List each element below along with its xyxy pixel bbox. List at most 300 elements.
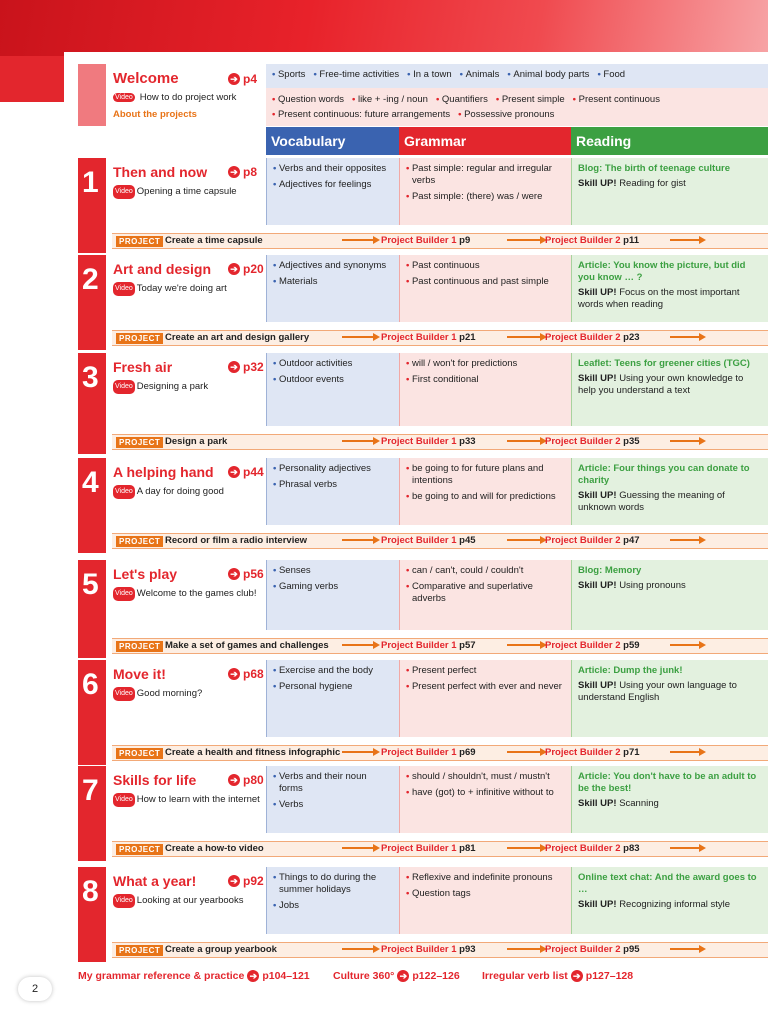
- project-builder-1[interactable]: [381, 944, 476, 955]
- grammar-item: [406, 681, 565, 693]
- footer-irregular-verbs[interactable]: [482, 970, 633, 982]
- unit-vocabulary: [266, 560, 399, 630]
- welcome-vocab-item-text: In a town: [413, 69, 452, 80]
- unit-video-title: How to learn with the internet: [136, 794, 260, 805]
- unit-vocabulary: [266, 660, 399, 737]
- project-builder-2-page: p71: [623, 747, 640, 758]
- grammar-item: [406, 491, 565, 503]
- unit-page-link[interactable]: [228, 262, 264, 276]
- bullet-icon: •: [273, 179, 279, 190]
- grammar-item-text: Past continuous and past simple: [411, 276, 549, 287]
- project-builder-2-label: Project Builder 2: [545, 535, 621, 546]
- footer-culture-pages: p122–126: [412, 970, 460, 982]
- bullet-icon: •: [273, 358, 279, 369]
- unit-title[interactable]: A helping hand: [113, 464, 214, 480]
- grammar-item-text: Question tags: [411, 888, 471, 899]
- arrow-icon: [507, 539, 545, 541]
- welcome-vocab-row: [266, 64, 768, 88]
- bullet-icon: •: [406, 374, 412, 385]
- project-builder-1[interactable]: [381, 436, 476, 447]
- vocab-item-text: Adjectives and synonyms: [278, 260, 387, 271]
- skill-up-text: Scanning: [619, 798, 659, 809]
- bullet-icon: •: [273, 260, 279, 271]
- arrow-icon: [670, 239, 704, 241]
- arrow-icon: [670, 644, 704, 646]
- unit-number: 6: [82, 668, 99, 701]
- arrow-icon: [342, 644, 378, 646]
- welcome-grammar-item-text: Present continuous: future arrangements: [277, 109, 451, 120]
- welcome-grammar-item-text: Possessive pronouns: [464, 109, 555, 120]
- bullet-icon: •: [459, 69, 466, 80]
- welcome-video[interactable]: [113, 92, 236, 103]
- project-builder-2[interactable]: [545, 535, 640, 546]
- reading-title: Online text chat: And the award goes to …: [578, 872, 757, 895]
- project-builder-2-page: p83: [623, 843, 640, 854]
- unit-number: 3: [82, 361, 99, 394]
- unit-number-strip: [78, 255, 106, 350]
- bullet-icon: •: [572, 94, 579, 105]
- unit-row: [78, 660, 768, 765]
- unit-page-link[interactable]: [228, 465, 264, 479]
- grammar-item: [406, 665, 565, 677]
- welcome-vocab-item-text: Animal body parts: [513, 69, 590, 80]
- project-strip[interactable]: [112, 745, 768, 761]
- project-builder-2-label: Project Builder 2: [545, 332, 621, 343]
- vocab-item: [273, 463, 393, 475]
- vocab-item: [273, 665, 393, 677]
- page-arrow-icon: ➔: [228, 568, 240, 580]
- welcome-vocab-item: [407, 69, 452, 80]
- skill-up: [578, 899, 762, 911]
- grammar-item: [406, 374, 565, 386]
- unit-page-link[interactable]: [228, 773, 264, 787]
- vocab-item: [273, 179, 393, 191]
- arrow-icon: [670, 440, 704, 442]
- bullet-icon: •: [406, 872, 412, 883]
- project-builder-1[interactable]: [381, 235, 470, 246]
- grammar-item: [406, 771, 565, 783]
- project-strip[interactable]: [112, 533, 768, 549]
- vocab-item-text: Exercise and the body: [278, 665, 373, 676]
- vocab-item-text: Outdoor events: [278, 374, 344, 385]
- project-strip[interactable]: [112, 434, 768, 450]
- unit-page-link[interactable]: [228, 667, 264, 681]
- project-badge: PROJECT: [116, 536, 163, 547]
- welcome-video-title: How to do project work: [139, 92, 237, 103]
- unit-grammar: [399, 353, 571, 426]
- project-builder-2[interactable]: [545, 640, 640, 651]
- project-builder-1[interactable]: [381, 843, 476, 854]
- arrow-icon: [342, 440, 378, 442]
- skill-up: [578, 798, 762, 810]
- skill-up-text: Recognizing informal style: [619, 899, 731, 910]
- page-arrow-icon: ➔: [228, 466, 240, 478]
- page-arrow-icon: ➔: [228, 668, 240, 680]
- bullet-icon: •: [458, 109, 465, 120]
- video-icon: Video: [113, 380, 135, 394]
- unit-number-strip: [78, 660, 106, 765]
- page-arrow-icon: ➔: [228, 73, 240, 85]
- arrow-icon: [507, 847, 545, 849]
- project-builder-1-label: Project Builder 1: [381, 235, 457, 246]
- footer-culture[interactable]: [333, 970, 460, 982]
- unit-grammar: [399, 158, 571, 225]
- unit-reading: [571, 867, 768, 934]
- grammar-item-text: First conditional: [411, 374, 479, 385]
- unit-grammar: [399, 660, 571, 737]
- unit-vocabulary: [266, 766, 399, 833]
- project-badge: PROJECT: [116, 844, 163, 855]
- project-builder-2[interactable]: [545, 944, 640, 955]
- skill-up-text: Using your own knowledge to help you understand a text: [578, 373, 744, 396]
- unit-video[interactable]: [113, 282, 263, 296]
- project-builder-2-label: Project Builder 2: [545, 747, 621, 758]
- unit-video[interactable]: [113, 380, 263, 394]
- vocab-item: [273, 163, 393, 175]
- unit-title[interactable]: Let's play: [113, 566, 178, 582]
- project-strip[interactable]: [112, 841, 768, 857]
- page-arrow-icon: ➔: [228, 166, 240, 178]
- bullet-icon: •: [273, 872, 279, 883]
- bullet-icon: •: [406, 191, 412, 202]
- project-builder-1-label: Project Builder 1: [381, 747, 457, 758]
- grammar-item: [406, 191, 565, 203]
- grammar-item: [406, 163, 565, 187]
- skill-up-text: Reading for gist: [619, 178, 686, 189]
- bullet-icon: •: [273, 374, 279, 385]
- video-icon: Video: [113, 587, 135, 601]
- unit-number-strip: [78, 458, 106, 553]
- project-strip[interactable]: [112, 330, 768, 346]
- project-builder-1-page: p69: [459, 747, 476, 758]
- unit-row: [78, 458, 768, 553]
- skill-up-label: Skill UP!: [578, 680, 617, 691]
- unit-row: [78, 560, 768, 658]
- footer-grammar-reference[interactable]: [78, 970, 310, 982]
- project-builder-1-label: Project Builder 1: [381, 332, 457, 343]
- unit-row: [78, 353, 768, 454]
- arrow-icon: [507, 948, 545, 950]
- bullet-icon: •: [597, 69, 604, 80]
- bullet-icon: •: [313, 69, 320, 80]
- project-builder-2[interactable]: [545, 235, 639, 246]
- project-title: Make a set of games and challenges: [165, 640, 329, 651]
- skill-up: [578, 580, 762, 592]
- unit-video[interactable]: [113, 185, 263, 199]
- bullet-icon: •: [406, 665, 412, 676]
- bullet-icon: •: [406, 358, 412, 369]
- project-strip[interactable]: [112, 638, 768, 654]
- page-arrow-icon: ➔: [228, 774, 240, 786]
- project-builder-2-page: p23: [623, 332, 640, 343]
- project-builder-1-page: p45: [459, 535, 476, 546]
- unit-number-strip: [78, 560, 106, 658]
- project-builder-2[interactable]: [545, 332, 640, 343]
- welcome-grammar-item: [272, 94, 344, 105]
- unit-reading: [571, 353, 768, 426]
- project-builder-1-label: Project Builder 1: [381, 535, 457, 546]
- arrow-icon: [507, 751, 545, 753]
- welcome-page: p4: [243, 72, 258, 86]
- unit-video[interactable]: [113, 894, 263, 908]
- project-builder-1-label: Project Builder 1: [381, 436, 457, 447]
- reading-title: Leaflet: Teens for greener cities (TGC): [578, 358, 750, 369]
- unit-grammar: [399, 560, 571, 630]
- skill-up-text: Using pronouns: [619, 580, 686, 591]
- grammar-item: [406, 276, 565, 288]
- grammar-item: [406, 463, 565, 487]
- bullet-icon: •: [435, 94, 442, 105]
- vocab-item-text: Verbs and their opposites: [278, 163, 387, 174]
- unit-title[interactable]: Art and design: [113, 261, 212, 277]
- bullet-icon: •: [406, 771, 412, 782]
- welcome-grammar-line-2: [272, 107, 762, 122]
- unit-number: 2: [82, 263, 99, 296]
- skill-up: [578, 287, 762, 311]
- decorative-red-tab: [0, 56, 64, 102]
- unit-reading: [571, 458, 768, 525]
- project-builder-2-page: p35: [623, 436, 640, 447]
- reading-title: Article: You don't have to be an adult to be the best!: [578, 771, 757, 794]
- unit-reading: [571, 255, 768, 322]
- unit-row: [78, 158, 768, 253]
- bullet-icon: •: [507, 69, 514, 80]
- grammar-item-text: Present perfect with ever and never: [411, 681, 562, 692]
- unit-page-link[interactable]: [228, 360, 264, 374]
- project-builder-1-page: p33: [459, 436, 476, 447]
- bullet-icon: •: [273, 581, 279, 592]
- project-builder-2[interactable]: [545, 747, 640, 758]
- unit-title[interactable]: Move it!: [113, 666, 166, 682]
- unit-number: 4: [82, 466, 99, 499]
- bullet-icon: •: [273, 665, 279, 676]
- project-title: Design a park: [165, 436, 228, 447]
- welcome-grammar-item-text: like + -ing / noun: [357, 94, 428, 105]
- skill-up-label: Skill UP!: [578, 580, 617, 591]
- unit-reading: [571, 560, 768, 630]
- skill-up-label: Skill UP!: [578, 798, 617, 809]
- bullet-icon: •: [406, 463, 412, 474]
- unit-page-link[interactable]: [228, 567, 264, 581]
- reading-title: Article: Four things you can donate to charity: [578, 463, 750, 486]
- unit-vocabulary: [266, 158, 399, 225]
- project-strip[interactable]: [112, 233, 768, 249]
- bullet-icon: •: [406, 491, 412, 502]
- skill-up: [578, 680, 762, 704]
- welcome-vocab-item-text: Animals: [465, 69, 500, 80]
- project-badge: PROJECT: [116, 333, 163, 344]
- vocab-item: [273, 872, 393, 896]
- unit-title[interactable]: Skills for life: [113, 772, 197, 788]
- unit-grammar: [399, 766, 571, 833]
- unit-page-link[interactable]: [228, 165, 257, 179]
- vocab-item: [273, 900, 393, 912]
- unit-grammar: [399, 458, 571, 525]
- vocab-item: [273, 771, 393, 795]
- welcome-title: Welcome: [113, 70, 179, 87]
- video-icon: Video: [113, 793, 135, 807]
- unit-video[interactable]: [113, 587, 263, 601]
- grammar-item: [406, 565, 565, 577]
- project-builder-1[interactable]: [381, 332, 476, 343]
- skill-up-label: Skill UP!: [578, 178, 617, 189]
- footer-culture-label: Culture 360°: [333, 970, 395, 982]
- project-title: Record or film a radio interview: [165, 535, 308, 546]
- arrow-icon: [670, 751, 704, 753]
- footer-grammar-reference-pages: p104–121: [262, 970, 310, 982]
- arrow-icon: [670, 847, 704, 849]
- project-builder-1[interactable]: [381, 640, 476, 651]
- unit-video-title: Good morning?: [136, 688, 203, 699]
- footer-grammar-reference-label: My grammar reference & practice: [78, 970, 245, 982]
- unit-number: 8: [82, 875, 99, 908]
- vocab-item: [273, 479, 393, 491]
- grammar-item: [406, 260, 565, 272]
- unit-page: p32: [243, 360, 264, 374]
- arrow-icon: [342, 239, 378, 241]
- unit-video-title: Designing a park: [136, 381, 209, 392]
- bullet-icon: •: [351, 94, 358, 105]
- bullet-icon: •: [273, 681, 279, 692]
- grammar-item-text: be going to for future plans and intentions: [411, 463, 544, 486]
- arrow-icon: [507, 336, 545, 338]
- page-arrow-icon: ➔: [228, 875, 240, 887]
- skill-up-label: Skill UP!: [578, 490, 617, 501]
- grammar-item-text: should / shouldn't, must / mustn't: [411, 771, 550, 782]
- vocab-item-text: Senses: [278, 565, 311, 576]
- project-badge: PROJECT: [116, 641, 163, 652]
- vocab-item-text: Adjectives for feelings: [278, 179, 372, 190]
- arrow-icon: [342, 751, 378, 753]
- skill-up-label: Skill UP!: [578, 899, 617, 910]
- welcome-vocab-item-text: Sports: [277, 69, 306, 80]
- unit-page: p44: [243, 465, 264, 479]
- skill-up-text: Guessing the meaning of unknown words: [578, 490, 725, 513]
- footer-irregular-verbs-pages: p127–128: [585, 970, 634, 982]
- unit-reading: [571, 158, 768, 225]
- bullet-icon: •: [406, 565, 412, 576]
- bullet-icon: •: [406, 787, 412, 798]
- welcome-grammar-item: [436, 94, 488, 105]
- bullet-icon: •: [495, 94, 502, 105]
- vocab-item-text: Things to do during the summer holidays: [278, 872, 377, 895]
- page-arrow-icon: ➔: [571, 970, 583, 982]
- unit-title[interactable]: What a year!: [113, 873, 197, 889]
- unit-vocabulary: [266, 255, 399, 322]
- project-builder-1[interactable]: [381, 535, 476, 546]
- arrow-icon: [342, 847, 378, 849]
- welcome-grammar-item: [352, 94, 428, 105]
- skill-up-label: Skill UP!: [578, 287, 617, 298]
- project-builder-2-page: p47: [623, 535, 640, 546]
- bullet-icon: •: [406, 276, 412, 287]
- project-builder-1-label: Project Builder 1: [381, 640, 457, 651]
- vocab-item-text: Phrasal verbs: [278, 479, 338, 490]
- unit-video[interactable]: [113, 485, 263, 499]
- welcome-strip: [78, 64, 106, 126]
- unit-grammar: [399, 255, 571, 322]
- arrow-icon: [670, 539, 704, 541]
- bullet-icon: •: [406, 163, 412, 174]
- unit-video[interactable]: [113, 793, 263, 807]
- project-builder-1-page: p21: [459, 332, 476, 343]
- grammar-item-text: can / can't, could / couldn't: [411, 565, 524, 576]
- welcome-vocab-item: [313, 69, 399, 80]
- project-badge: PROJECT: [116, 945, 163, 956]
- arrow-icon: [342, 539, 378, 541]
- project-badge: PROJECT: [116, 748, 163, 759]
- welcome-grammar-item-text: Present continuous: [578, 94, 660, 105]
- project-badge: PROJECT: [116, 437, 163, 448]
- project-builder-2[interactable]: [545, 843, 640, 854]
- project-builder-1[interactable]: [381, 747, 476, 758]
- bullet-icon: •: [406, 681, 412, 692]
- unit-number: 1: [82, 166, 99, 199]
- project-builder-1-page: p9: [459, 235, 471, 246]
- video-icon: Video: [113, 185, 135, 199]
- unit-number-strip: [78, 158, 106, 253]
- page-arrow-icon: ➔: [247, 970, 259, 982]
- unit-vocabulary: [266, 353, 399, 426]
- vocab-item: [273, 374, 393, 386]
- bullet-icon: •: [406, 888, 412, 899]
- video-icon: Video: [113, 282, 135, 296]
- project-title: Create an art and design gallery: [165, 332, 310, 343]
- vocab-item: [273, 581, 393, 593]
- welcome-grammar-item-text: Question words: [277, 94, 344, 105]
- welcome-grammar-item: [496, 94, 565, 105]
- skill-up: [578, 490, 762, 514]
- grammar-item: [406, 872, 565, 884]
- unit-title[interactable]: Then and now: [113, 164, 208, 180]
- column-header-grammar: Grammar: [399, 127, 571, 155]
- grammar-item: [406, 581, 565, 605]
- vocab-item: [273, 565, 393, 577]
- unit-reading: [571, 766, 768, 833]
- unit-row: [78, 255, 768, 350]
- project-builder-2[interactable]: [545, 436, 640, 447]
- project-strip[interactable]: [112, 942, 768, 958]
- vocab-item-text: Outdoor activities: [278, 358, 353, 369]
- unit-title[interactable]: Fresh air: [113, 359, 173, 375]
- vocab-item: [273, 276, 393, 288]
- arrow-icon: [507, 440, 545, 442]
- decorative-header-band: [0, 0, 768, 56]
- bullet-icon: •: [406, 581, 412, 592]
- welcome-about-projects[interactable]: About the projects: [113, 109, 197, 120]
- footer-irregular-verbs-label: Irregular verb list: [482, 970, 568, 982]
- welcome-page-link[interactable]: [228, 72, 257, 86]
- welcome-grammar-item-text: Present simple: [501, 94, 565, 105]
- grammar-item-text: will / won't for predictions: [411, 358, 518, 369]
- page-arrow-icon: ➔: [397, 970, 409, 982]
- welcome-grammar-item: [458, 109, 554, 120]
- grammar-item: [406, 787, 565, 799]
- project-builder-1-page: p93: [459, 944, 476, 955]
- unit-vocabulary: [266, 867, 399, 934]
- unit-page-link[interactable]: [228, 874, 264, 888]
- reading-title: Blog: The birth of teenage culture: [578, 163, 731, 174]
- vocab-item-text: Personality adjectives: [278, 463, 371, 474]
- skill-up-text: Using your own language to understand English: [578, 680, 737, 703]
- project-builder-1-page: p81: [459, 843, 476, 854]
- page-arrow-icon: ➔: [228, 263, 240, 275]
- bullet-icon: •: [273, 463, 279, 474]
- welcome-vocab-item: [272, 69, 305, 80]
- unit-video[interactable]: [113, 687, 263, 701]
- bullet-icon: •: [407, 69, 414, 80]
- welcome-section: [78, 64, 768, 126]
